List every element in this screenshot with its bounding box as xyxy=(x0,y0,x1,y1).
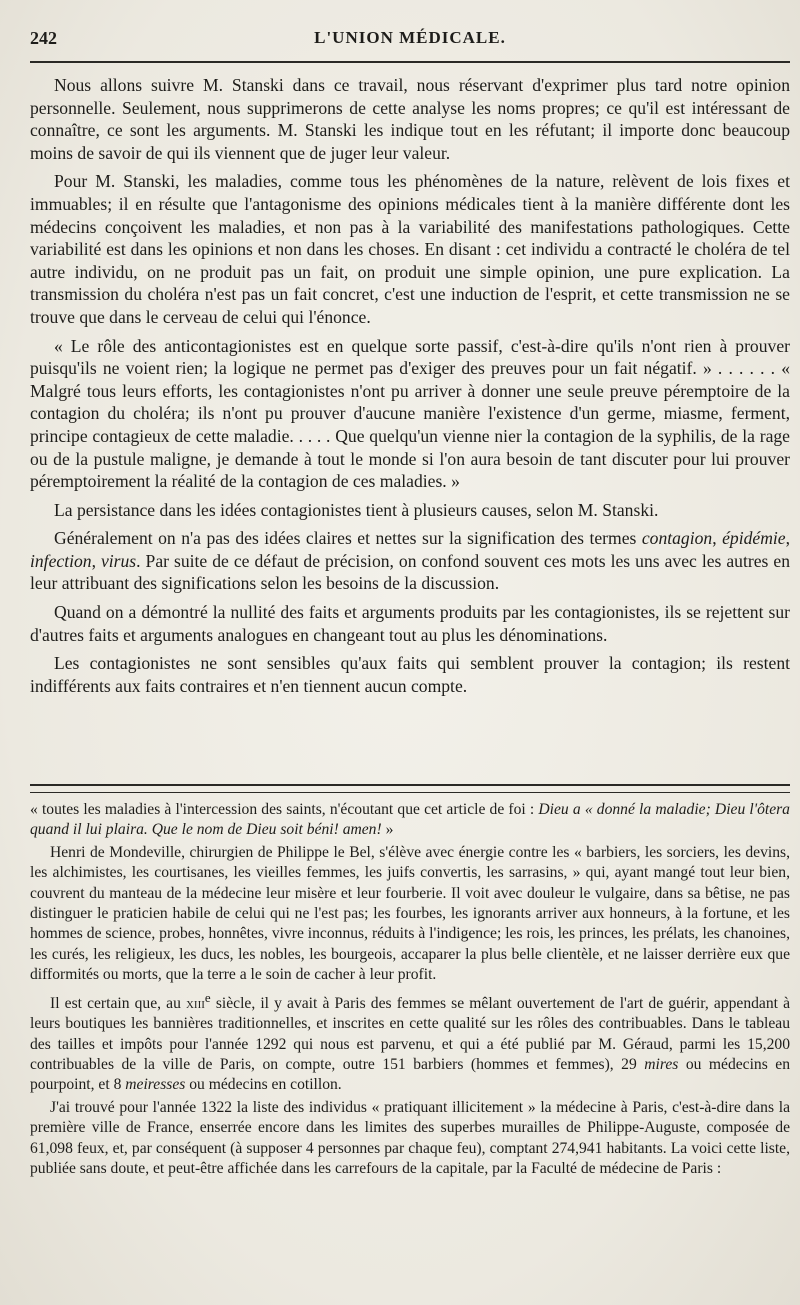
header-rule xyxy=(30,61,790,63)
footnote-separator xyxy=(30,784,790,793)
main-text xyxy=(30,74,790,703)
page-number: 242 xyxy=(30,28,57,48)
footnote-paragraph: Il est certain que, au xiii$^e$ siècle, il y avait à Paris des femmes se mêlant ouvertement de l'art de guérir, appendant à leurs boutiques les bannières traditionnelles, et inscrites en cette qualité sur les rôles des contribuables. Dans le tableau des tailles et impôts pour l'année 1292 qui nous est parvenu, et qui a été publié par M. Géraud, parmi les 15,200 contribuables de la ville de Paris, on compte, outre 151 barbiers (hommes et femmes), 29 mires ou médecins en pourpoint, et 8 meiresses ou médecins en cotillon. xyxy=(30,989,790,1094)
paragraph: Quand on a démontré la nullité des faits et arguments produits par les contagionistes, ils se rejettent sur d'autres faits et arguments analogues en changeant tout au plus les dénominations. xyxy=(30,602,790,645)
paragraph: Les contagionistes ne sont sensibles qu'aux faits qui semblent prouver la contagion; ils restent indifférents aux faits contraires et n'en tiennent aucun compte. xyxy=(30,653,790,696)
text-run: Généralement on n'a pas des idées claires et nettes sur la signification des termes xyxy=(54,528,642,549)
century: xiii xyxy=(185,994,205,1012)
paragraph: « Le rôle des anticontagionistes est en quelque sorte passif, c'est-à-dire qu'ils n'ont rien à prouver puisqu'ils ne voient rien; la logique ne permet pas d'exiger des preuves pour un fait négatif. » . . . . . . « Malgré tous leurs efforts, les contagionistes n'ont pu arriver à donner une seule preuve péremptoire de la contagion du choléra; ils n'ont pu prouver d'aucune manière l'existence d'un germe, miasme, ferment, principe contagieux de cette maladie. . . . . Que quelqu'un vienne nier la contagion de la syphilis, de la rage ou de la pustule maligne, je demande à tout le monde si l'on aura besoin de tant discuter pour lui prouver péremptoirement la réalité de la contagion de ces maladies. » xyxy=(30,335,790,492)
quotation-italic: Dieu a « donné la maladie; Dieu l'ôtera quand il lui plaira. Que le nom de Dieu soit béni! amen! xyxy=(30,801,790,839)
text-run: . Par suite de ce défaut de précision, on confond souvent ces mots les uns avec les autres en leur attribuant des significations selon les besoins de la discussion. xyxy=(30,550,790,594)
page-header xyxy=(30,28,790,58)
term-epidemie: épidémie xyxy=(722,528,786,549)
footnote-paragraph: J'ai trouvé pour l'année 1322 la liste des individus « pratiquant illicitement » la médecine à Paris, c'est-à-dire dans la première ville de France, enserrée encore dans les limites des superbes murailles de Philippe-Auguste, composée de 61,098 feux, et, par conséquent (à supposer 4 personnes par chaque feu), comptant 274,941 habitants. La voici cette liste, publiée sans doute, et peut-être affichée dans les carrefours de la capitale, par la Faculté de médecine de Paris : xyxy=(30,1098,790,1178)
paragraph: Nous allons suivre M. Stanski dans ce travail, nous réservant d'exprimer plus tard notre opinion personnelle. Seulement, nous supprimerons de cette analyse les noms propres; ce qu'il est intéressant de connaître, ce sont les arguments. M. Stanski les indique tout en les réfutant; il importe donc beaucoup moins de savoir de qui ils viennent que de juger leur valeur. xyxy=(30,75,790,163)
paragraph: La persistance dans les idées contagionistes tient à plusieurs causes, selon M. Stanski. xyxy=(54,499,659,520)
term-virus: virus xyxy=(100,550,137,571)
paragraph: Pour M. Stanski, les maladies, comme tous les phénomènes de la nature, relèvent de lois fixes et immuables; il en résulte que l'antagonisme des opinions médicales tient à la manière différente dont les médecins conçoivent les maladies, et non pas à la variabilité des manifestations pathologiques. Cette variabilité est dans les opinions et non dans les choses. En disant : cet individu a contracté le choléra de tel autre individu, on ne produit pas un fait, on produit une simple opinion, une pure explication. La transmission du choléra n'est pas un fait concret, c'est une induction de l'esprit, et cette transmission ne se trouve que dans le cerveau de celui qui l'énonce. xyxy=(30,171,790,327)
footnote-block xyxy=(30,800,790,1182)
term-meiresses: meiresses xyxy=(125,1076,186,1094)
footnote-paragraph: « toutes les maladies à l'intercession des saints, n'écoutant que cet article de foi : Dieu a « donné la maladie; Dieu l'ôtera quand il lui plaira. Que le nom de Dieu soit béni! amen! » xyxy=(30,801,790,839)
term-infection: infection xyxy=(30,550,92,571)
term-mires: mires xyxy=(644,1056,679,1074)
footnote-paragraph: Henri de Mondeville, chirurgien de Philippe le Bel, s'élève avec énergie contre les « barbiers, les sorciers, les devins, les alchimistes, les courtisanes, les vieilles femmes, les juifs convertis, les sarrasins, » qui, ayant mangé tout leur bien, couvrent du manteau de la médecine leur misère et leur fourberie. Il voit avec douleur le vulgaire, dans sa bêtise, ne pas distinguer le praticien habile de celui qui ne l'est pas; les fourbes, les ignorants arriver aux honneurs, à la fortune, et les hommes de science, probes, honnêtes, vivre inconnus, réduits à l'indigence; les rois, les princes, les prélats, les chanoines, les curés, les religieux, les ducs, les nobles, les bourgeois, accaparer la plus belle clientèle, et ne laisser derrière eux que difformités ou morts, que la terre a le soin de cacher à leur profit. xyxy=(30,843,790,984)
term-contagion: contagion xyxy=(641,528,713,549)
paragraph: Généralement on n'a pas des idées claires et nettes sur la signification des termes contagion, épidémie, infection, virus. Par suite de ce défaut de précision, on confond souvent ces mots les uns avec les autres en leur attribuant des significations selon les besoins de la discussion. xyxy=(30,528,791,594)
running-title: L'UNION MÉDICALE. xyxy=(314,28,506,47)
